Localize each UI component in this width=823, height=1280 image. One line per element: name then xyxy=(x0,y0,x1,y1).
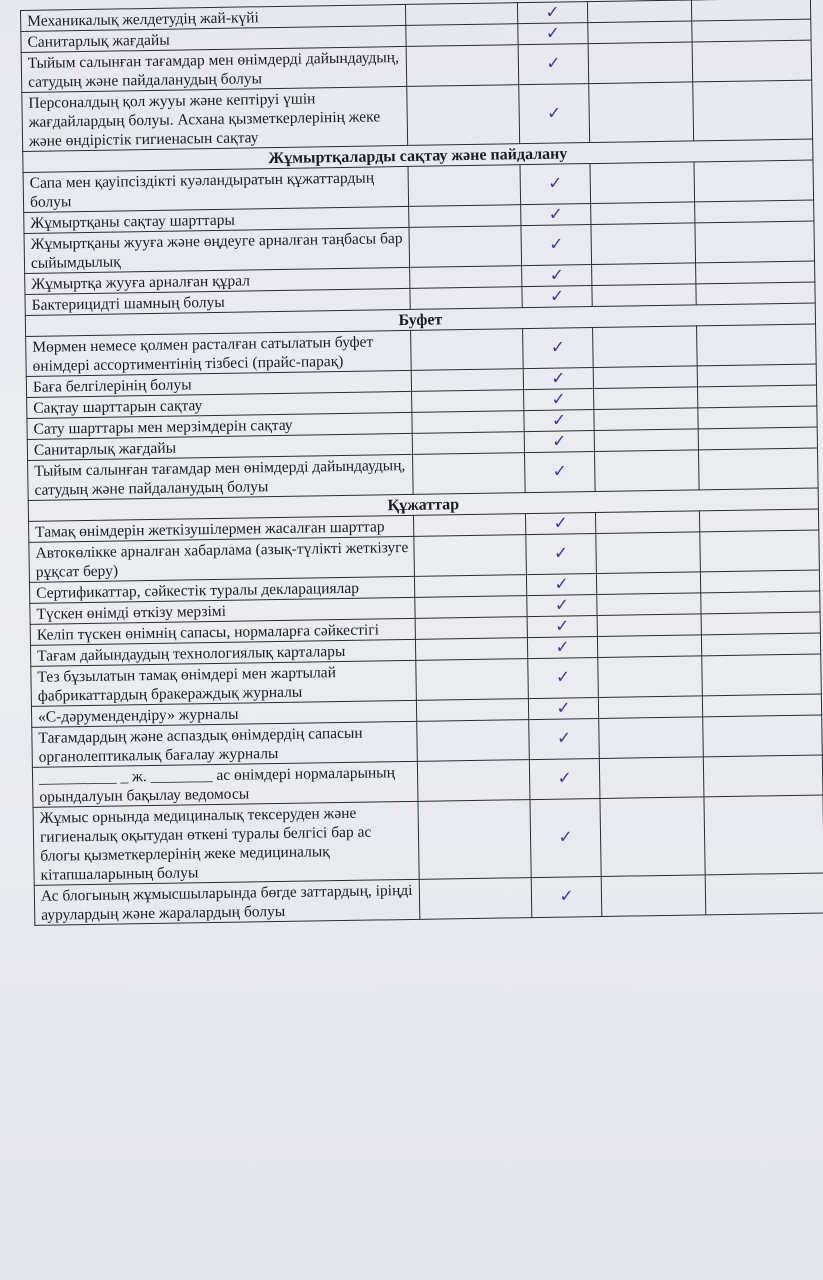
empty-cell xyxy=(600,797,705,877)
empty-cell xyxy=(415,617,527,640)
criterion-text: «С-дәрумендендіру» журналы xyxy=(31,700,416,727)
checkmark-cell xyxy=(521,204,591,226)
check-icon: ✓ xyxy=(554,594,570,616)
check-icon: ✓ xyxy=(556,728,572,749)
check-icon: ✓ xyxy=(551,409,567,431)
criterion-text: Тамақ өнімдерін жеткізушілермен жасалған шарттар xyxy=(29,515,414,542)
empty-cell xyxy=(701,633,820,656)
empty-cell xyxy=(409,205,521,228)
empty-cell xyxy=(598,696,702,719)
checkmark-cell xyxy=(521,225,592,266)
check-icon: ✓ xyxy=(559,886,574,907)
checklist-row xyxy=(33,795,823,885)
empty-cell xyxy=(406,24,518,47)
empty-cell xyxy=(419,878,532,920)
checkmark-cell xyxy=(524,389,594,411)
empty-cell xyxy=(695,221,815,263)
empty-cell xyxy=(405,3,517,26)
criterion-text: Персоналдың қол жууы және кептіруі үшін жағдайлардың болуы. Асхана қызметкерлерінің жеке және өндірістік гигиенасын сақтау xyxy=(22,86,408,151)
empty-cell xyxy=(601,875,706,917)
criterion-text: Мөрмен немесе қолмен расталған сатылатын буфет өнімдері ассортиментінің тізбесі (прайс-парақ) xyxy=(26,330,412,376)
empty-cell xyxy=(592,263,696,286)
empty-cell xyxy=(702,694,821,717)
empty-cell xyxy=(410,266,522,289)
empty-cell xyxy=(700,530,820,572)
criterion-text: Тез бұзылатын тамақ өнімдері мен жартылай фабрикаттардың бракераждық журналы xyxy=(31,660,417,706)
empty-cell xyxy=(597,593,701,616)
empty-cell xyxy=(696,282,815,305)
empty-cell xyxy=(413,453,526,495)
checkmark-cell xyxy=(522,286,592,308)
criterion-text: Сақтау шарттарын сақтау xyxy=(27,391,412,418)
checkmark-cell xyxy=(518,44,589,85)
checkmark-cell xyxy=(524,410,594,432)
check-icon: ✓ xyxy=(553,543,569,564)
checkmark-cell xyxy=(525,452,596,493)
section-title: Құжаттар xyxy=(28,488,818,521)
empty-cell xyxy=(700,570,819,593)
check-icon: ✓ xyxy=(548,234,564,255)
checkmark-cell xyxy=(523,328,594,369)
checkmark-cell xyxy=(527,616,597,638)
criterion-text: Жұмыртқаны сақтау шарттары xyxy=(24,206,409,233)
empty-cell xyxy=(595,450,700,492)
empty-cell xyxy=(699,509,818,532)
empty-cell xyxy=(594,429,698,452)
checklist-body xyxy=(21,0,823,925)
empty-cell xyxy=(411,369,523,392)
empty-cell xyxy=(598,656,703,698)
empty-cell xyxy=(406,45,519,87)
empty-cell xyxy=(416,659,529,701)
check-icon: ✓ xyxy=(556,697,571,719)
empty-cell xyxy=(587,0,691,23)
empty-cell xyxy=(691,0,810,21)
check-icon: ✓ xyxy=(548,203,564,225)
empty-cell xyxy=(412,390,524,413)
empty-cell xyxy=(692,40,812,82)
criterion-text: Тағамдардың және аспаздық өнімдердің сапасын органолептикалық бағалау журналы xyxy=(32,721,418,767)
empty-cell xyxy=(417,720,530,762)
empty-cell xyxy=(416,699,528,722)
empty-cell xyxy=(407,85,520,146)
checkmark-cell xyxy=(526,534,597,575)
empty-cell xyxy=(415,596,527,619)
check-icon: ✓ xyxy=(545,2,560,23)
check-icon: ✓ xyxy=(545,23,561,44)
empty-cell xyxy=(692,19,811,42)
empty-cell xyxy=(409,226,522,268)
empty-cell xyxy=(591,202,695,225)
empty-cell xyxy=(593,326,698,368)
criterion-text: Тыйым салынған тағамдар мен өнімдерді дайындаудың, сатудың және пайдаланудың болуы xyxy=(21,46,407,92)
empty-cell xyxy=(590,162,695,204)
empty-cell xyxy=(594,387,698,410)
criterion-text: Сертификаттар, сәйкестік туралы декларациялар xyxy=(29,576,414,603)
empty-cell xyxy=(698,385,817,408)
checkmark-cell xyxy=(526,574,596,596)
checkmark-cell xyxy=(520,164,591,205)
check-icon: ✓ xyxy=(548,173,563,194)
empty-cell xyxy=(415,638,527,661)
check-icon: ✓ xyxy=(546,103,562,124)
empty-cell xyxy=(695,200,814,223)
criterion-text: Келіп түскен өнімнің сапасы, нормаларға сәйкестігі xyxy=(30,618,415,645)
empty-cell xyxy=(705,873,823,915)
empty-cell xyxy=(696,261,815,284)
checkmark-cell xyxy=(529,758,600,799)
criterion-text: Сату шарттары мен мерзімдерін сақтау xyxy=(27,412,412,439)
empty-cell xyxy=(594,408,698,431)
empty-cell xyxy=(588,42,693,84)
checkmark-cell xyxy=(527,637,597,659)
check-icon: ✓ xyxy=(552,461,568,482)
criterion-text: Жұмыртқа жууға арналған құрал xyxy=(25,267,410,294)
checkmark-cell xyxy=(518,23,588,45)
criterion-text: Тыйым салынған тағамдар мен өнімдерді дайындаудың, сатудың және пайдаланудың болуы xyxy=(28,454,414,500)
check-icon: ✓ xyxy=(549,285,565,307)
empty-cell xyxy=(597,635,701,658)
criterion-text: Жұмыс орнында медициналық тексеруден және гигиеналық оқытудан өткені туралы белгісі бар ас блогы қызметкерлерінің жеке медициналық кітапшаларының болуы xyxy=(33,801,419,885)
empty-cell xyxy=(697,324,817,366)
empty-cell xyxy=(694,160,814,202)
empty-cell xyxy=(698,448,818,490)
empty-cell xyxy=(414,575,526,598)
checkmark-cell xyxy=(519,84,590,144)
criterion-text: Санитарлық жағдайы xyxy=(27,433,412,460)
criterion-text: Түскен өнімді өткізу мерзімі xyxy=(30,597,415,624)
criterion-text: Сапа мен қауіпсіздікті куәландыратын құжаттардың болуы xyxy=(23,166,409,212)
check-icon: ✓ xyxy=(546,53,561,74)
criterion-text: Бактерицидті шамның болуы xyxy=(25,288,410,315)
check-icon: ✓ xyxy=(553,512,568,534)
empty-cell xyxy=(593,366,697,389)
checkmark-cell xyxy=(525,513,595,535)
empty-cell xyxy=(697,364,816,387)
section-title: Буфет xyxy=(25,303,815,336)
empty-cell xyxy=(412,411,524,434)
empty-cell xyxy=(408,165,521,207)
empty-cell xyxy=(411,329,524,371)
checkmark-cell xyxy=(523,368,593,390)
checkmark-cell xyxy=(522,265,592,287)
check-icon: ✓ xyxy=(550,337,566,358)
checkmark-cell xyxy=(531,876,602,917)
checkmark-cell xyxy=(529,718,600,759)
empty-cell xyxy=(703,755,823,797)
criterion-text: Ас блогының жұмысшыларында бөгде заттардың, іріңді аурулардың және жаралардың болуы xyxy=(34,879,420,925)
empty-cell xyxy=(597,614,701,637)
empty-cell xyxy=(596,532,701,574)
checkmark-cell xyxy=(527,595,597,617)
section-title: Жұмыртқаларды сақтау және пайдалану xyxy=(23,139,813,172)
empty-cell xyxy=(701,591,820,614)
empty-cell xyxy=(703,715,823,757)
criterion-text: Автокөлікке арналған хабарлама (азық-түлікті жеткізуге рұқсат беру) xyxy=(29,536,415,582)
empty-cell xyxy=(588,21,692,44)
checkmark-cell xyxy=(530,798,601,877)
check-icon: ✓ xyxy=(554,615,570,637)
empty-cell xyxy=(417,760,530,802)
inspection-checklist-table xyxy=(20,0,823,926)
empty-cell xyxy=(414,535,527,577)
empty-cell xyxy=(591,223,696,265)
checkmark-cell xyxy=(517,2,587,24)
checkmark-cell xyxy=(528,658,599,699)
criterion-text: __________ _ ж. ________ ас өнімдері нормаларының орындалуын бақылау ведомосы xyxy=(32,761,418,807)
empty-cell xyxy=(418,800,531,880)
empty-cell xyxy=(701,612,820,635)
empty-cell xyxy=(589,82,694,143)
criterion-text: Тағам дайындаудың технологиялық карталары xyxy=(30,639,415,666)
check-icon: ✓ xyxy=(557,768,572,789)
empty-cell xyxy=(698,427,817,450)
check-icon: ✓ xyxy=(551,367,566,389)
check-icon: ✓ xyxy=(555,636,570,658)
empty-cell xyxy=(599,717,704,759)
criterion-text: Санитарлық жағдайы xyxy=(21,25,406,52)
empty-cell xyxy=(410,287,522,310)
check-icon: ✓ xyxy=(552,430,567,452)
empty-cell xyxy=(693,80,813,141)
check-icon: ✓ xyxy=(555,667,571,688)
empty-cell xyxy=(698,406,817,429)
empty-cell xyxy=(702,654,822,696)
empty-cell xyxy=(599,757,704,799)
check-icon: ✓ xyxy=(558,827,573,848)
check-icon: ✓ xyxy=(551,388,566,410)
criterion-text: Баға белгілерінің болуы xyxy=(26,370,411,397)
empty-cell xyxy=(412,432,524,455)
empty-cell xyxy=(595,511,699,534)
checkmark-cell xyxy=(528,698,598,720)
empty-cell xyxy=(592,284,696,307)
checkmark-cell xyxy=(524,431,594,453)
criterion-text: Жұмыртқаны жууға және өңдеуге арналған таңбасы бар сыйымдылық xyxy=(24,227,410,273)
criterion-text: Механикалық желдетудің жай-күйі xyxy=(21,4,406,31)
check-icon: ✓ xyxy=(554,573,569,595)
empty-cell xyxy=(413,514,525,537)
empty-cell xyxy=(596,572,700,595)
empty-cell xyxy=(704,795,823,875)
check-icon: ✓ xyxy=(549,264,565,286)
